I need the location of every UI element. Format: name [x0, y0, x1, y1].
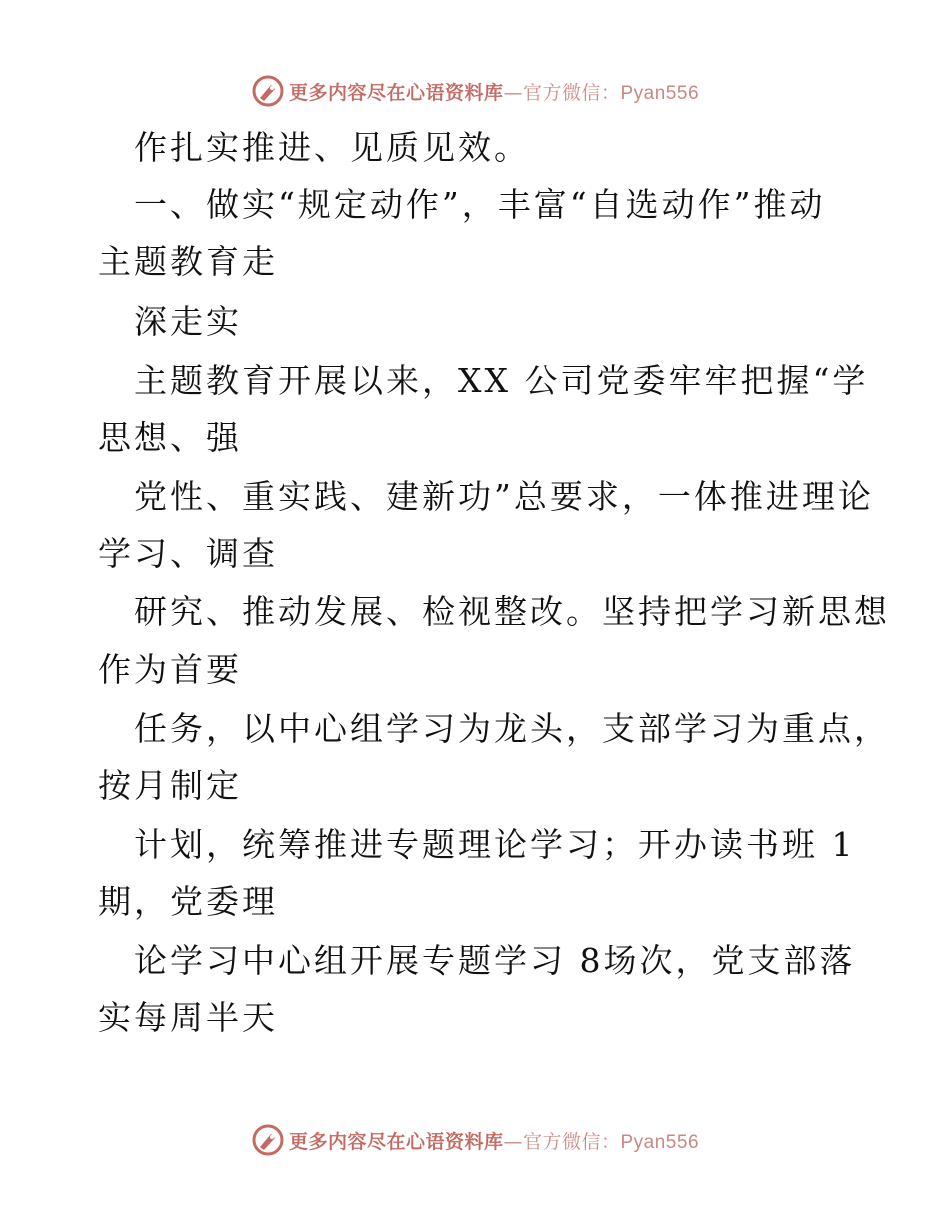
text-line: 实每周半天: [98, 998, 278, 1037]
text-line: 思想、强: [98, 418, 242, 457]
watermark-separator: —: [503, 1130, 523, 1153]
footer-watermark: [0, 1120, 950, 1160]
watermark-wechat-label: 官方微信：: [522, 1130, 621, 1153]
section-heading-line: 主题教育走: [98, 242, 278, 281]
pen-nib-circle-icon: [251, 1123, 285, 1157]
text-line: 作为首要: [98, 650, 242, 689]
section-heading-line: 深走实: [134, 302, 242, 341]
text-line: 计划，统筹推进专题理论学习；开办读书班 1: [134, 825, 856, 864]
text-line: 按月制定: [98, 766, 242, 805]
watermark-text: [289, 1127, 699, 1154]
watermark-site-text: 更多内容尽在心语资料库: [288, 81, 504, 104]
header-watermark: [0, 71, 950, 111]
text-line: 作扎实推进、见质见效。: [134, 128, 530, 167]
text-line: 任务，以中心组学习为龙头，支部学习为重点，: [134, 709, 890, 748]
text-line: 研究、推动发展、检视整改。坚持把学习新思想: [134, 592, 890, 631]
watermark-wechat-label: 官方微信：: [522, 81, 621, 104]
watermark-site-text: 更多内容尽在心语资料库: [288, 1130, 504, 1153]
watermark-text: [289, 78, 699, 105]
watermark-wechat-id: Pyan556: [620, 1131, 700, 1153]
text-line: 主题教育开展以来，XX 公司党委牢牢把握“学: [134, 361, 869, 400]
text-line: 论学习中心组开展专题学习 8场次，党支部落: [134, 941, 856, 980]
text-line: 期，党委理: [98, 882, 278, 921]
watermark-separator: —: [503, 81, 523, 104]
text-line: 学习、调查: [98, 534, 278, 573]
watermark-wechat-id: Pyan556: [620, 82, 700, 104]
section-heading-line: 一、做实“规定动作”，丰富“自选动作”推动: [134, 185, 826, 224]
text-line: 党性、重实践、建新功”总要求，一体推进理论: [134, 477, 874, 516]
pen-nib-circle-icon: [251, 74, 285, 108]
